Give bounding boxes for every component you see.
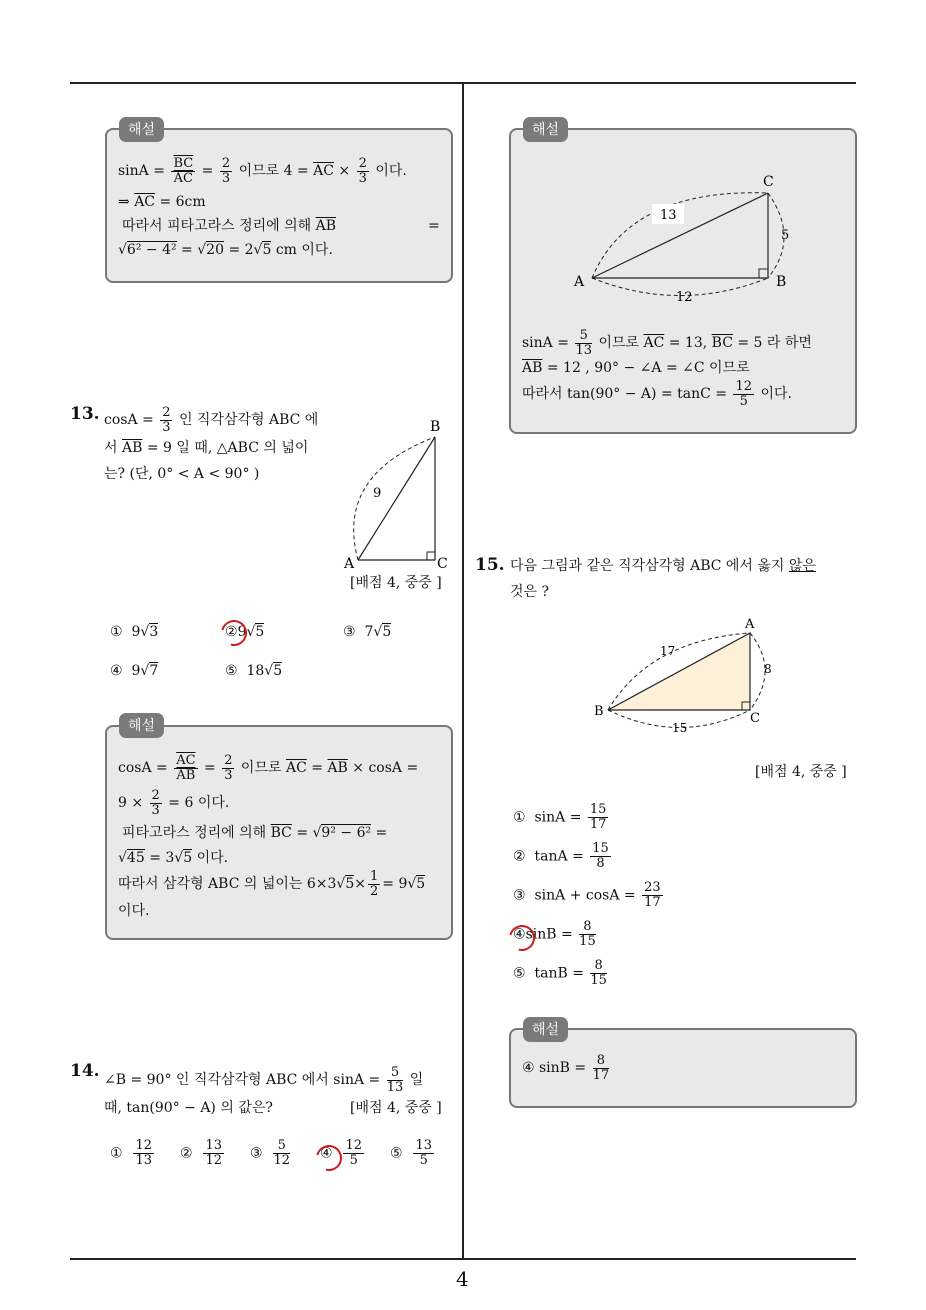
question-number-14: 14.	[70, 1061, 100, 1081]
sol14-line2: $\overline{AB} = 12$ , 90° − ∠A = ∠C 이므로	[522, 360, 750, 376]
sol14-label-B: B	[776, 274, 787, 290]
fraction: $\frac{5}{13}$	[386, 1064, 404, 1095]
q13-choice-2[interactable]: ②9√5	[225, 624, 265, 640]
q13-label-B: B	[430, 419, 441, 435]
q15-choice-3[interactable]: ③ sinA + cosA = $\frac{23}{17}$	[513, 880, 661, 910]
q14-line2: 때, tan(90° − A) 의 값은?	[104, 1100, 273, 1116]
sol13-line4: √45 = 3√5 이다.	[118, 850, 229, 866]
fraction: $\frac{\overline{AC}}{AB}$	[176, 752, 196, 783]
q15-base-label: 15	[672, 721, 688, 735]
bottom-rule	[70, 1258, 856, 1260]
solution-tag: 해설	[523, 117, 568, 142]
q13-choice-3[interactable]: ③ 7√5	[343, 624, 392, 640]
solution-tag: 해설	[119, 713, 164, 738]
solution-tag: 해설	[523, 1017, 568, 1042]
q14-choice-5[interactable]: ⑤ $\frac{13}{5}$	[390, 1138, 433, 1168]
q13-side-label: 9	[373, 486, 382, 501]
sol12-eq: =	[428, 218, 440, 234]
sol14-hyp-label: 13	[660, 208, 677, 223]
page-number: 4	[456, 1267, 469, 1291]
sol14-base-label: 12	[676, 290, 693, 305]
q13-line3: 는? (단, 0° < A < 90° )	[104, 466, 260, 482]
q13-choice-1[interactable]: ① 9√3	[110, 624, 159, 640]
q13-triangle-figure	[340, 415, 460, 575]
q14-choice-3[interactable]: ③ $\frac{5}{12}$	[250, 1138, 291, 1168]
sol14-side-label: 5	[781, 228, 790, 243]
q13-choice-5[interactable]: ⑤ 18√5	[225, 663, 283, 679]
sol14-triangle-figure	[570, 168, 800, 308]
q15-hyp-label: 17	[660, 644, 676, 658]
q15-score: [배점 4, 중중 ]	[755, 764, 847, 780]
q14-choice-1[interactable]: ① $\frac{12}{13}$	[110, 1138, 153, 1168]
column-divider	[462, 84, 464, 1260]
sol13-line2: 9 × $\frac{2}{3}$ = 6 이다.	[118, 787, 230, 818]
fraction: $\frac{2}{3}$	[162, 404, 171, 435]
q13-score: [배점 4, 중중 ]	[350, 575, 442, 591]
fraction: $\frac{12}{5}$	[735, 378, 753, 409]
sol12-line2: ⇒ $\overline{AC} = 6cm$	[118, 194, 206, 210]
fraction: $\frac{5}{13}$	[575, 327, 592, 358]
sol14-line3: 따라서 tan(90° − A) = tanC = $\frac{12}{5}$ 이다.	[522, 378, 792, 409]
q14-choice-2[interactable]: ② $\frac{13}{12}$	[180, 1138, 223, 1168]
question-number-13: 13.	[70, 404, 100, 424]
fraction: $\frac{2}{3}$	[221, 155, 231, 186]
sol14-label-A: A	[574, 274, 585, 290]
sol14-line1: sinA = $\frac{5}{13}$ 이므로 $\overline{AC} = 13$, $\overline{BC} = 5$ 라 하면	[522, 327, 812, 358]
q15-label-B: B	[594, 704, 604, 719]
q13-label-C: C	[437, 556, 448, 572]
q14-line1: ∠B = 90° 인 직각삼각형 ABC 에서 sinA = $\frac{5}{13}$ 일	[104, 1064, 424, 1095]
sol13-line5: 따라서 삼각형 ABC 의 넓이는 6×3√5× $\frac{1}{2}$ = 9√5	[118, 868, 426, 899]
fraction: $\frac{1}{2}$	[369, 868, 379, 899]
q15-choice-2[interactable]: ② tanA = $\frac{15}{8}$	[513, 841, 609, 871]
sol12-line3: 따라서 피타고라스 정리에 의해 $\overline{AB}$	[122, 218, 337, 234]
q14-score: [배점 4, 중중 ]	[350, 1100, 442, 1116]
q15-choice-1[interactable]: ① sinA = $\frac{15}{17}$	[513, 802, 607, 832]
q13-line2: 서 $\overline{AB} = 9$ 일 때, △ABC 의 넓이	[104, 440, 309, 456]
q13-choice-4[interactable]: ④ 9√7	[110, 663, 159, 679]
sol12-line4: √6² − 4² = √20 = 2√5 cm 이다.	[118, 242, 333, 258]
q15-line2: 것은 ?	[510, 584, 550, 600]
fraction: $\frac{\overline{BC}}{AC}$	[173, 155, 194, 186]
sol13-line6: 이다.	[118, 903, 150, 919]
sol12-line1: sinA = $\frac{\overline{BC}}{AC}$ = $\frac{2}{3}$ 이므로 $4 = \overline{AC}$ × $\frac{2}{3}$ 이다.	[118, 155, 407, 186]
fraction: $\frac{2}{3}$	[224, 752, 233, 783]
q15-choice-4[interactable]: ④sinB = $\frac{8}{15}$	[513, 919, 596, 949]
solution-tag: 해설	[119, 117, 164, 142]
fraction: $\frac{8}{17}$	[592, 1052, 610, 1083]
sol13-line3: 피타고라스 정리에 의해 $\overline{BC} = √9^2 - 6^2$ =	[122, 825, 388, 841]
fraction: $\frac{2}{3}$	[151, 787, 160, 818]
q14-choice-4[interactable]: ④ $\frac{12}{5}$	[320, 1138, 363, 1168]
q15-line1: 다음 그림과 같은 직각삼각형 ABC 에서 옳지 않은	[510, 558, 816, 574]
fraction: $\frac{2}{3}$	[358, 155, 367, 186]
q15-side-label: 8	[764, 662, 772, 676]
q15-label-C: C	[750, 711, 760, 726]
question-number-15: 15.	[475, 555, 505, 575]
q15-label-A: A	[745, 617, 755, 632]
q15-choice-5[interactable]: ⑤ tanB = $\frac{8}{15}$	[513, 958, 607, 988]
sol13-line1: cosA = $\frac{\overline{AC}}{AB}$ = $\frac{2}{3}$ 이므로 $\overline{AC} = \overline{AB} \times \cos A$ =	[118, 752, 419, 783]
q13-label-A: A	[344, 556, 355, 572]
q15-triangle-figure	[590, 615, 790, 740]
answer-circle-mark	[216, 615, 252, 651]
q13-line1: cosA = $\frac{2}{3}$ 인 직각삼각형 ABC 에	[104, 404, 319, 435]
sol14-label-C: C	[763, 174, 774, 190]
sol15-line1: ④ sinB = $\frac{8}{17}$	[522, 1052, 610, 1083]
